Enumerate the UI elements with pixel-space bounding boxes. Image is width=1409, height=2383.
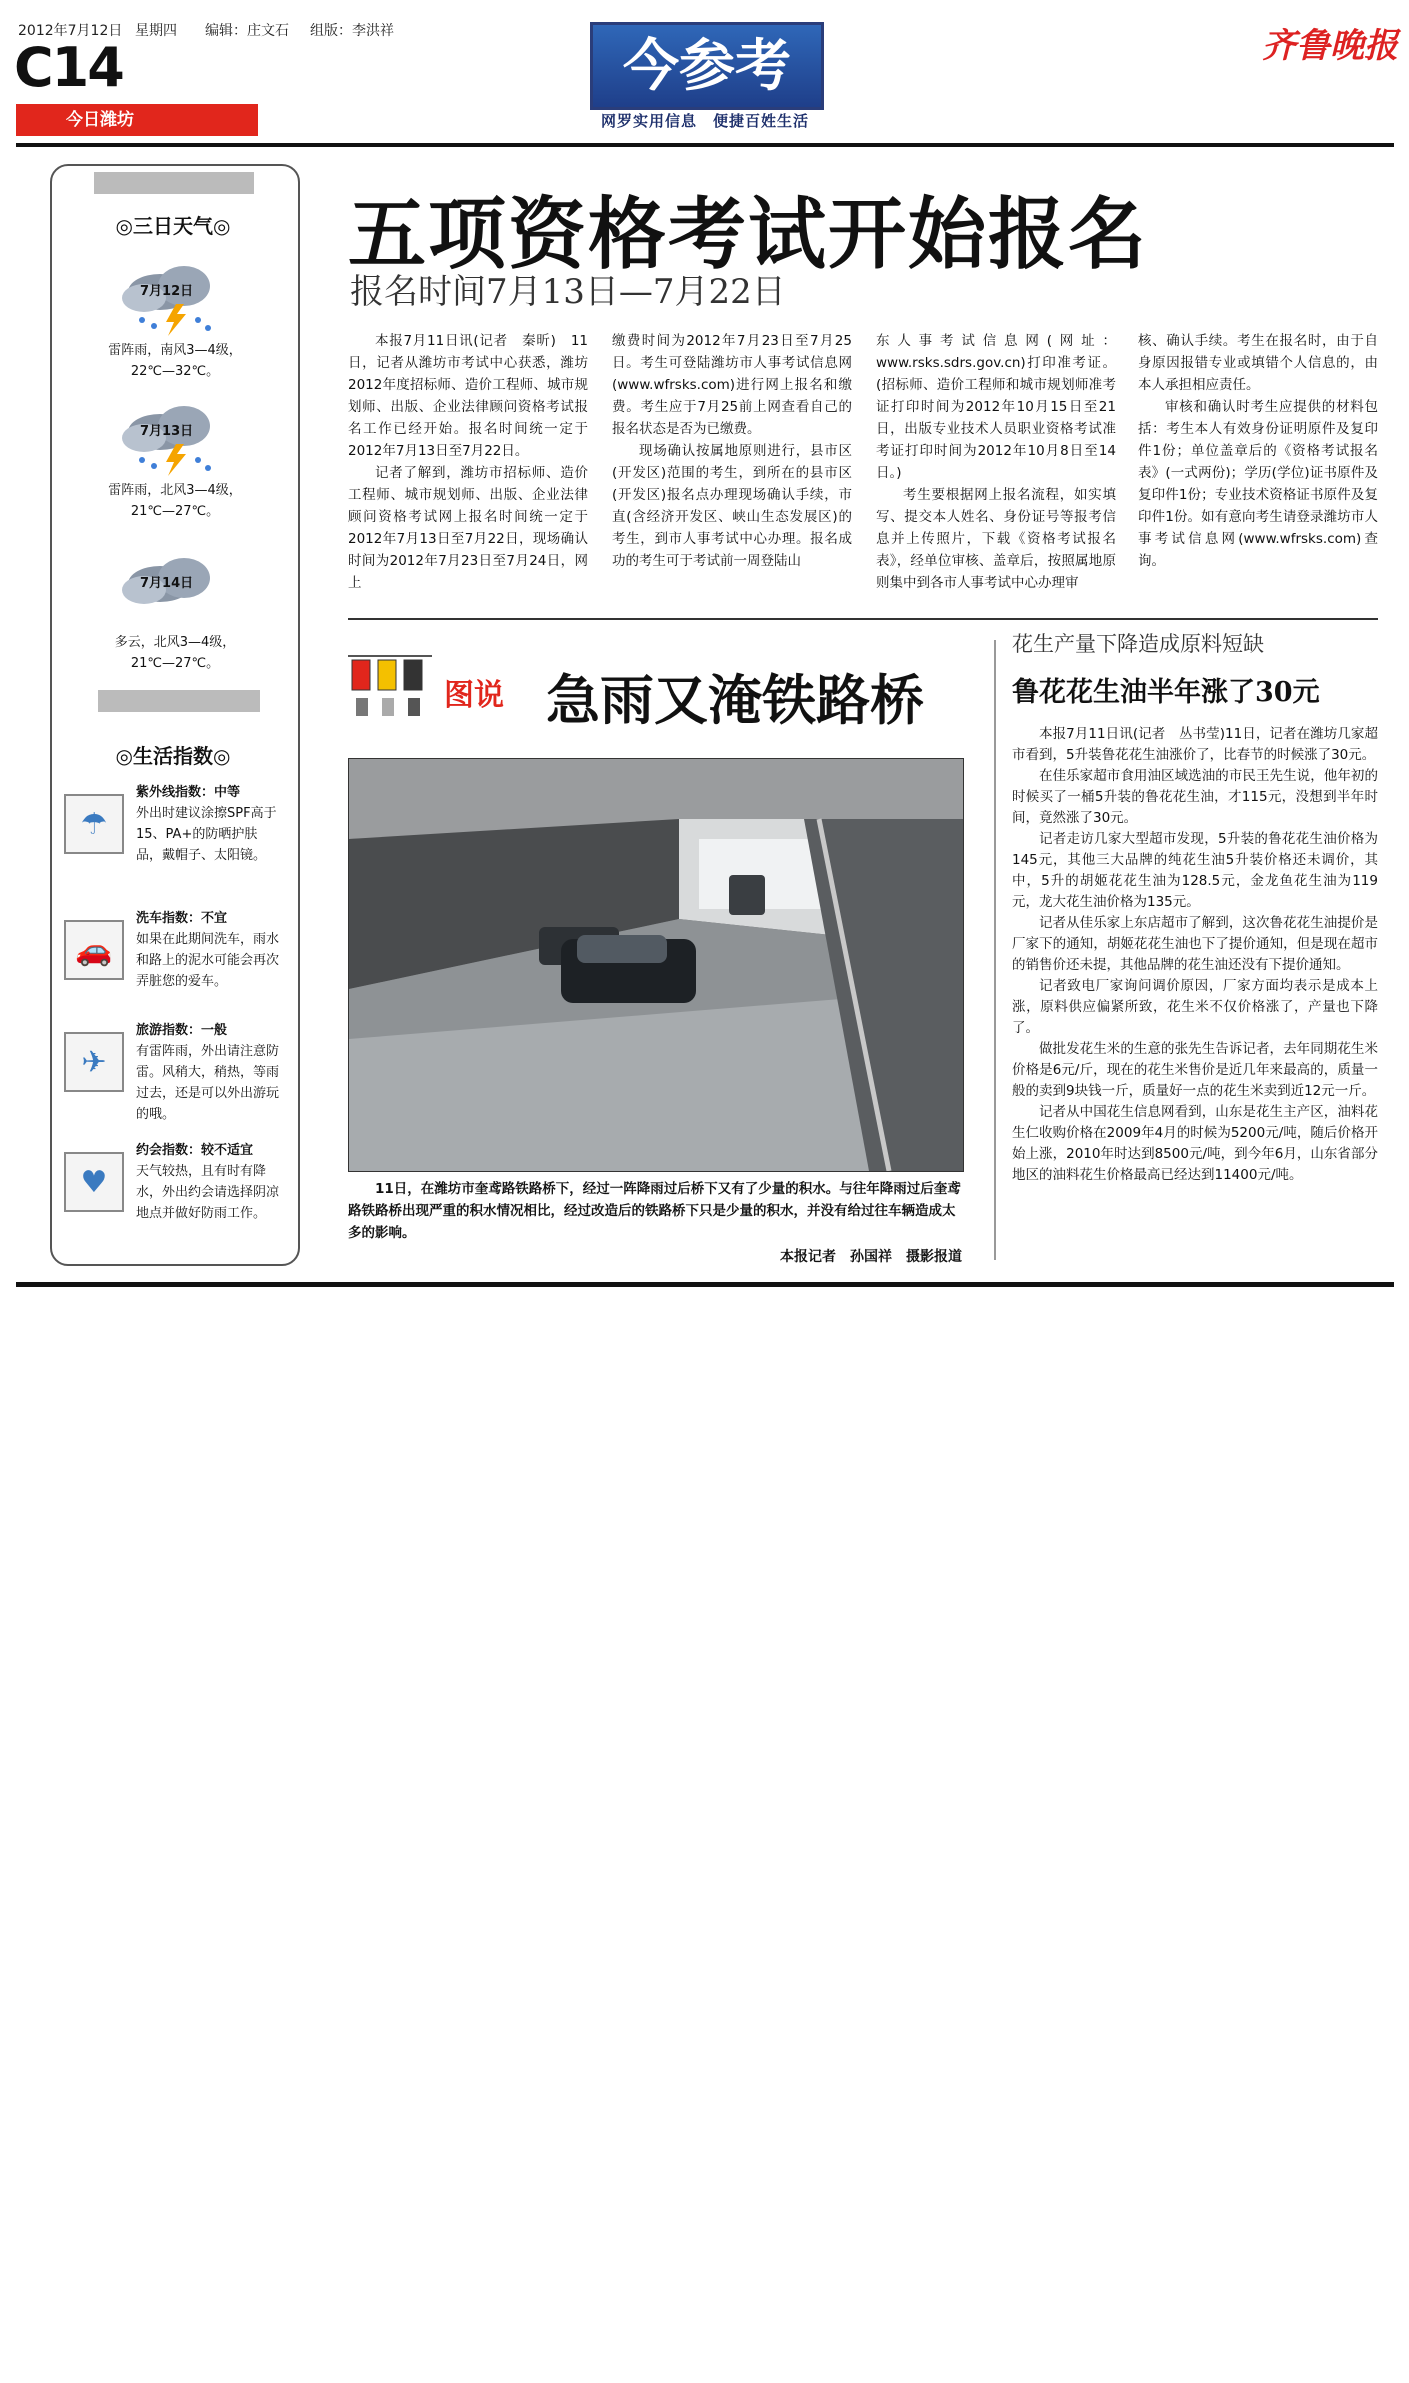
sidebar-divider-bar — [98, 690, 260, 712]
weather-description — [70, 480, 280, 522]
life-index-item — [136, 1140, 282, 1224]
life-index-name: 约会指数：较不适宜 — [136, 1143, 254, 1158]
dating-icon: ♥ — [64, 1152, 124, 1212]
life-index-item — [136, 1020, 282, 1125]
life-index-title: ◎生活指数◎ — [115, 744, 231, 768]
life-index-name: 紫外线指数：中等 — [136, 785, 241, 800]
column-logo: 今参考 — [590, 22, 824, 110]
section-tab[interactable]: 今日潍坊 — [16, 104, 258, 136]
weather-day — [114, 260, 234, 340]
photo-story-label: 图说 — [444, 678, 504, 713]
paragraph: 记者从佳乐家上东店超市了解到，这次鲁花花生油提价是厂家下的通知，胡姬花花生油也下了提价通知，但是现在超市的销售价还未提，其他品牌的花生油还没有下提价通知。 — [1012, 915, 1378, 973]
life-index-advice: 如果在此期间洗车，雨水和路上的泥水可能会再次弄脏您的爱车。 — [136, 932, 280, 989]
paragraph: 东人事考试信息网(网址：www.rsks.sdrs.gov.cn)打印准考证。(招标师、造价工程师和城市规划师准考证打印时间为2012年10月15日至21日，出版专业技术人员职业资格考试准考证打印时间为2012年10月8日至14日。) — [876, 333, 1116, 481]
newspaper-brand: 齐鲁晚报 — [1262, 26, 1398, 66]
paragraph: 记者从中国花生信息网看到，山东是花生主产区，油料花生仁收购价格在2009年4月的时候为5200元/吨，随后价格开始上涨，2010年时达到8500元/吨，到今年6月，山东省部分地区的油料花生价格最高已经达到11400元/吨。 — [1012, 1104, 1378, 1183]
weather-title: ◎三日天气◎ — [115, 214, 231, 238]
paragraph: 现场确认按属地原则进行，县市区(开发区)范围的考生，到所在的县市区(开发区)报名点办理现场确认手续，市直(含经济开发区、峡山生态发展区)的考生，到市人事考试中心办理。报名成功的考生可于考试前一周登陆山 — [612, 443, 852, 569]
paragraph: 记者走访几家大型超市发现，5升装的鲁花花生油价格为145元，其他三大品牌的纯花生油5升装价格还未调价，其中，5升的胡姬花花生油为128.5元，金龙鱼花生油为119元，龙大花生油价格为135元。 — [1012, 831, 1378, 910]
photo-credit: 本报记者 孙国祥 摄影报道 — [780, 1249, 962, 1265]
side-article-headline: 鲁花花生油半年涨了30元 — [1012, 677, 1320, 708]
uv-index-icon: ☂ — [64, 794, 124, 854]
article-column-1 — [348, 330, 588, 594]
paragraph: 缴费时间为2012年7月23日至7月25日。考生可登陆潍坊市人事考试信息网(www.wfrsks.com)进行网上报名和缴费。考生应于7月25前上网查看自己的报名状态是否为已缴费。 — [612, 333, 852, 437]
main-headline: 五项资格考试开始报名 — [348, 189, 1149, 280]
page-number: C14 — [14, 36, 123, 99]
life-index-item — [136, 908, 282, 992]
life-index-name: 洗车指数：不宜 — [136, 911, 228, 926]
layout-credit: 组版：李洪祥 — [310, 23, 394, 39]
paragraph: 考生要根据网上报名流程，如实填写、提交本人姓名、身份证号等报考信息并上传照片，下载《资格考试报名表》，经单位审核、盖章后，按照属地原则集中到各市人事考试中心办理审 — [876, 487, 1116, 591]
life-index-advice: 天气较热，且有时有降水，外出约会请选择阴凉地点并做好防雨工作。 — [136, 1164, 280, 1221]
photo-label-icon — [348, 650, 432, 720]
column-slogan: 网罗实用信息 便捷百姓生活 — [600, 112, 809, 130]
weather-day — [114, 552, 234, 632]
weather-day — [114, 400, 234, 480]
weather-date: 7月12日 — [140, 284, 194, 299]
photo-story-title: 急雨又淹铁路桥 — [546, 668, 924, 732]
photo-caption: 11日，在潍坊市奎鸢路铁路桥下，经过一阵降雨过后桥下又有了少量的积水。与往年降雨过后奎鸢路铁路桥出现严重的积水情况相比，经过改造后的铁路桥下只是少量的积水，并没有给过往车辆造成太多的影响。 — [348, 1181, 961, 1241]
weather-description — [70, 632, 280, 674]
main-subhead: 报名时间7月13日—7月22日 — [350, 272, 786, 312]
flooded-underpass-photo — [348, 758, 964, 1172]
paragraph: 在佳乐家超市食用油区域选油的市民王先生说，他年初的时候买了一桶5升装的鲁花花生油，才115元，没想到半年时间，竟然涨了30元。 — [1012, 768, 1378, 826]
sidebar-header-bar — [94, 172, 254, 194]
article-column-3 — [876, 330, 1116, 594]
issue-date: 2012年7月12日 — [18, 23, 123, 39]
life-index-name: 旅游指数：一般 — [136, 1023, 228, 1038]
side-article-body — [1012, 724, 1378, 1186]
paragraph: 记者了解到，潍坊市招标师、造价工程师、城市规划师、出版、企业法律顾问资格考试网上报名时间统一定于2012年7月13日至7月22日，现场确认时间为2012年7月23日至7月24日，网上 — [348, 465, 588, 591]
paragraph: 本报7月11日讯(记者 丛书莹)11日，记者在潍坊几家超市看到，5升装鲁花花生油涨价了，比春节的时候涨了30元。 — [1012, 726, 1378, 763]
life-index-item — [136, 782, 282, 866]
weather-description — [70, 340, 280, 382]
weather-date: 7月14日 — [140, 576, 194, 591]
column-divider — [994, 640, 996, 1260]
travel-icon: ✈ — [64, 1032, 124, 1092]
paragraph: 做批发花生米的生意的张先生告诉记者，去年同期花生米价格是6元/斤，现在的花生米售价是近几年来最高的，质量一般的卖到9块钱一斤，质量好一点的花生米卖到近12元一斤。 — [1012, 1041, 1378, 1099]
weather-condition: 雷阵雨，南风3—4级， — [108, 343, 242, 358]
life-index-advice: 有雷阵雨，外出请注意防雷。风稍大，稍热，等雨过去，还是可以外出游玩的哦。 — [136, 1044, 280, 1122]
article-column-4 — [1138, 330, 1378, 572]
article-column-2 — [612, 330, 852, 572]
weather-date: 7月13日 — [140, 424, 194, 439]
weather-temperature: 22℃—32℃。 — [130, 364, 220, 379]
top-rule — [16, 143, 1394, 147]
bottom-rule — [16, 1282, 1394, 1287]
paragraph: 核、确认手续。考生在报名时，由于自身原因报错专业或填错个人信息的，由本人承担相应责任。 — [1138, 333, 1378, 393]
weather-condition: 多云，北风3—4级， — [114, 635, 236, 650]
paragraph: 审核和确认时考生应提供的材料包括：考生本人有效身份证明原件及复印件1份；单位盖章后的《资格考试报名表》(一式两份)；学历(学位)证书原件及复印件1份；专业技术资格证书原件及复印件1份。如有意向考生请登录潍坊市人事考试信息网(www.wfrsks.com)查询。 — [1138, 399, 1378, 569]
paragraph: 本报7月11日讯(记者 秦昕) 11日，记者从潍坊市考试中心获悉，潍坊2012年度招标师、造价工程师、城市规划师、出版、企业法律顾问资格考试报名工作已经开始。报名时间统一定于2012年7月13日至7月22日。 — [348, 333, 588, 459]
paragraph: 记者致电厂家询问调价原因，厂家方面均表示是成本上涨，原料供应偏紧所致，花生米不仅价格涨了，产量也下降了。 — [1012, 978, 1378, 1036]
side-article-kicker: 花生产量下降造成原料短缺 — [1012, 632, 1264, 656]
section-divider — [348, 618, 1378, 620]
weather-temperature: 21℃—27℃。 — [130, 504, 220, 519]
issue-weekday: 星期四 — [135, 23, 177, 39]
car-wash-icon: 🚗 — [64, 920, 124, 980]
editor-credit: 编辑：庄文石 — [205, 23, 289, 39]
weather-condition: 雷阵雨，北风3—4级， — [108, 483, 242, 498]
life-index-advice: 外出时建议涂擦SPF高于15、PA+的防晒护肤品，戴帽子、太阳镜。 — [136, 806, 277, 863]
weather-temperature: 21℃—27℃。 — [130, 656, 220, 671]
